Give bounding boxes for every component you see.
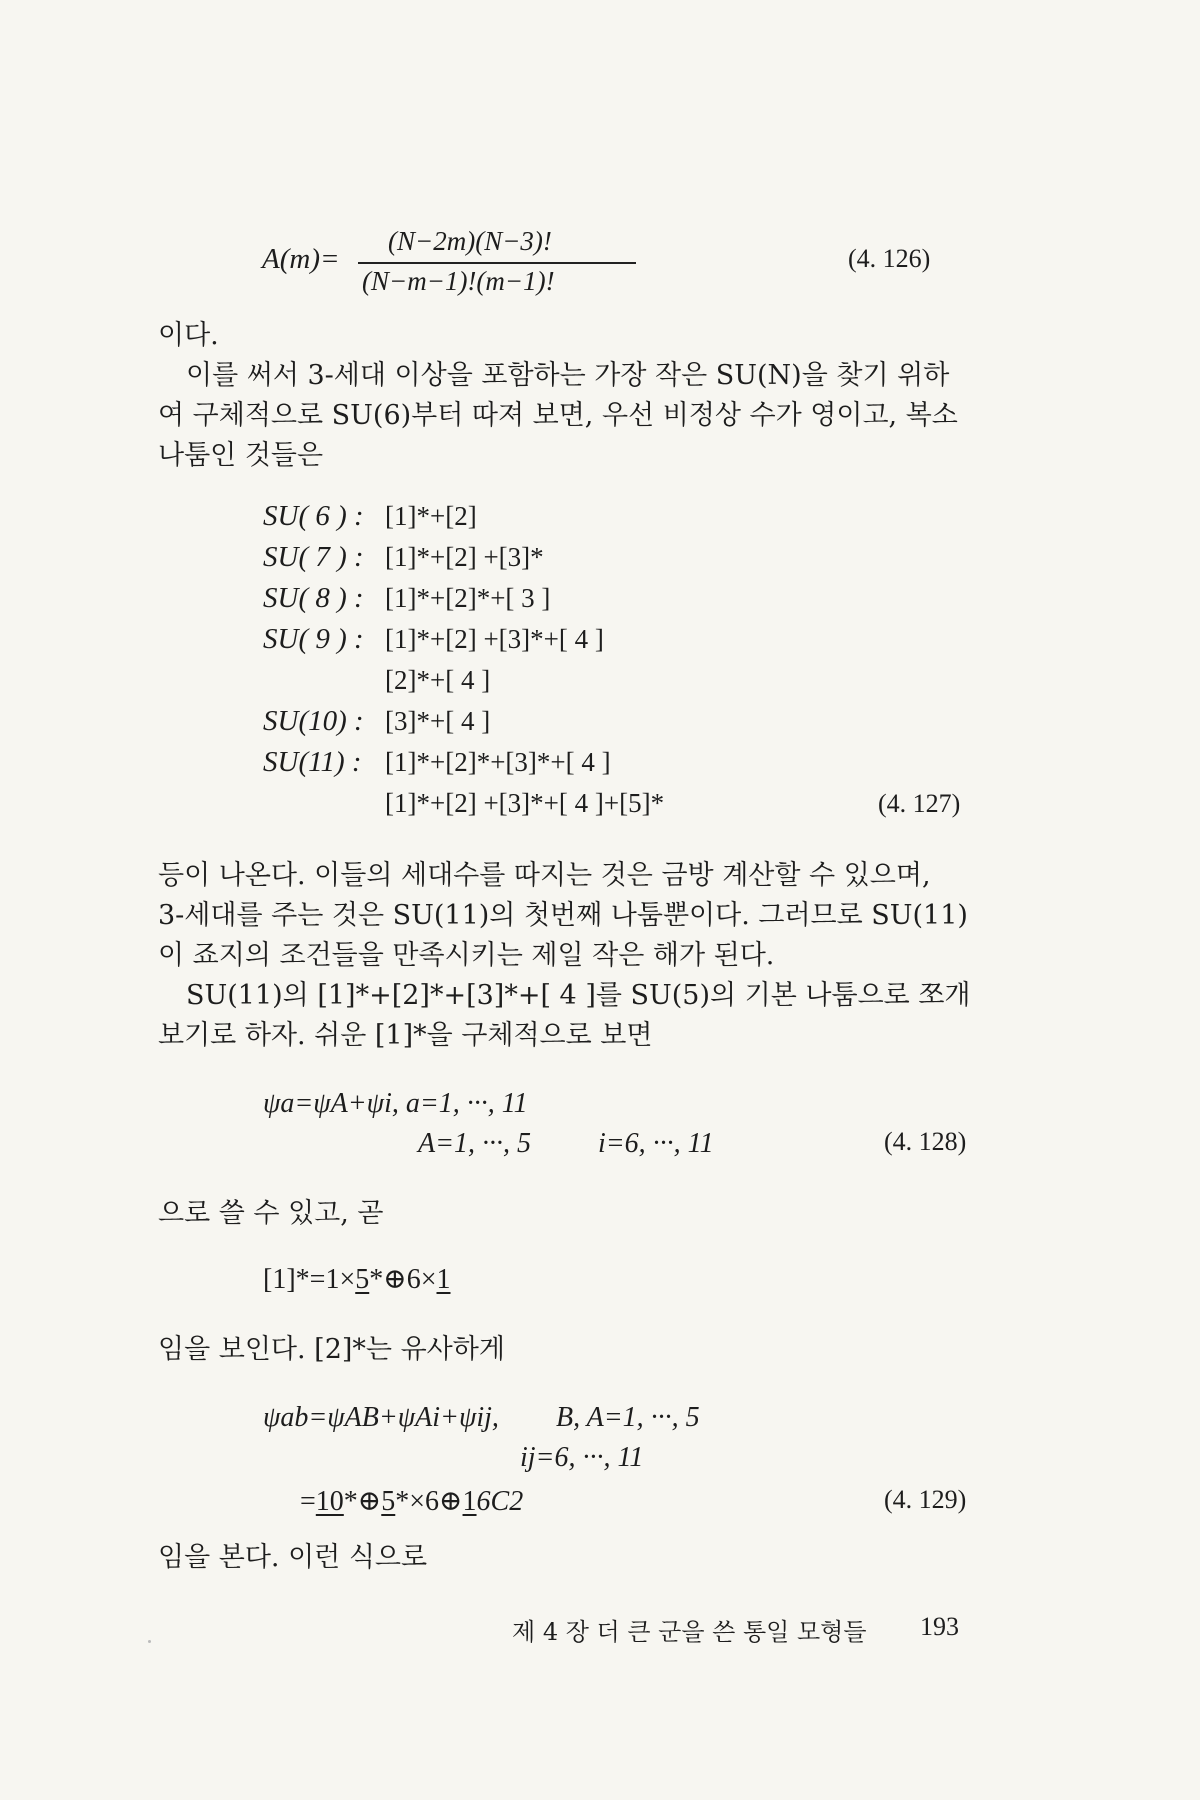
paragraph-line: SU(11)의 [1]*+[2]*+[3]*+[ 4 ]를 SU(5)의 기본 나툼으로 쪼개 [186, 980, 971, 1011]
equation-number: (4. 129) [884, 1485, 967, 1514]
equation-number: (4. 127) [878, 789, 961, 818]
equation-part: *⊕6× [369, 1264, 437, 1295]
equation-part: *⊕ [343, 1486, 382, 1517]
underlined-rep: 10 [315, 1486, 344, 1517]
equation-lhs: A(m)= [262, 243, 340, 275]
running-footer-chapter: 제 4 장 더 큰 군을 쓴 통일 모형들 [512, 1618, 867, 1646]
su-row-rhs: [1]*+[2]*+[ 3 ] [385, 583, 551, 613]
su-row-rhs: [3]*+[ 4 ] [385, 706, 491, 736]
inline-equation [263, 1262, 451, 1298]
paragraph-line: 등이 나온다. 이들의 세대수를 따지는 것은 금방 계산할 수 있으며, [158, 860, 931, 891]
equation-number: (4. 126) [848, 244, 931, 273]
su-row-rhs: [1]*+[2] +[3]*+[ 4 ]+[5]* [385, 788, 665, 818]
equation-line: ij=6, ···, 11 [520, 1442, 644, 1473]
su-row-lhs: SU( 9 ) : [263, 623, 364, 655]
equation-number: (4. 128) [884, 1127, 967, 1156]
paragraph-line: 으로 쓸 수 있고, 곧 [158, 1198, 384, 1229]
su-row-lhs: SU(11) : [263, 746, 362, 778]
paragraph-line: 보기로 하자. 쉬운 [1]*을 구체적으로 보면 [158, 1020, 653, 1051]
equation-line: ψa=ψA+ψi, a=1, ···, 11 [263, 1088, 528, 1119]
underlined-rep: 5 [381, 1486, 396, 1517]
paragraph-line: 임을 본다. 이런 식으로 [158, 1542, 428, 1573]
su-row-rhs: [1]*+[2] +[3]*+[ 4 ] [385, 624, 604, 654]
su-row-lhs: SU(10) : [263, 705, 364, 737]
underlined-rep: 5 [355, 1264, 370, 1295]
equation-part: 6C2 [476, 1486, 524, 1517]
paragraph-line: 3-세대를 주는 것은 SU(11)의 첫번째 나툼뿐이다. 그러므로 SU(11) [158, 900, 968, 931]
fraction-denominator: (N−m−1)!(m−1)! [362, 266, 555, 296]
fraction-numerator: (N−2m)(N−3)! [388, 226, 552, 256]
equation-part: *×6⊕ [395, 1486, 463, 1517]
paragraph-line: 이 죠지의 조건들을 만족시키는 제일 작은 해가 된다. [158, 940, 775, 971]
equation-line: ψab=ψAB+ψAi+ψij, [263, 1402, 499, 1433]
su-row-rhs: [1]*+[2]*+[3]*+[ 4 ] [385, 747, 611, 777]
equation-part: = [300, 1486, 316, 1517]
equation-line [300, 1484, 523, 1520]
paragraph-line: 임을 보인다. [2]*는 유사하게 [158, 1334, 505, 1365]
su-row-lhs: SU( 8 ) : [263, 582, 364, 614]
paragraph-line: 이를 써서 3-세대 이상을 포함하는 가장 작은 SU(N)을 찾기 위하 [186, 360, 950, 391]
su-row-lhs: SU( 6 ) : [263, 500, 364, 532]
underlined-rep: 1 [436, 1264, 451, 1295]
scan-speck [148, 1640, 151, 1643]
fraction-bar [358, 262, 636, 264]
equation-line: A=1, ···, 5 [418, 1128, 531, 1159]
su-row-rhs: [1]*+[2] [385, 501, 477, 531]
underlined-rep: 1 [462, 1486, 477, 1517]
equation-part: [1]*=1× [263, 1264, 356, 1295]
paragraph-line: 여 구체적으로 SU(6)부터 따져 보면, 우선 비정상 수가 영이고, 복소 [158, 400, 958, 431]
su-row-rhs: [2]*+[ 4 ] [385, 665, 491, 695]
equation-line: B, A=1, ···, 5 [556, 1402, 700, 1433]
su-row-rhs: [1]*+[2] +[3]* [385, 542, 544, 572]
page-number: 193 [920, 1612, 959, 1641]
paragraph-line: 이다. [158, 320, 219, 351]
equation-line: i=6, ···, 11 [598, 1128, 714, 1159]
paragraph-line: 나툼인 것들은 [158, 440, 324, 471]
su-row-lhs: SU( 7 ) : [263, 541, 364, 573]
